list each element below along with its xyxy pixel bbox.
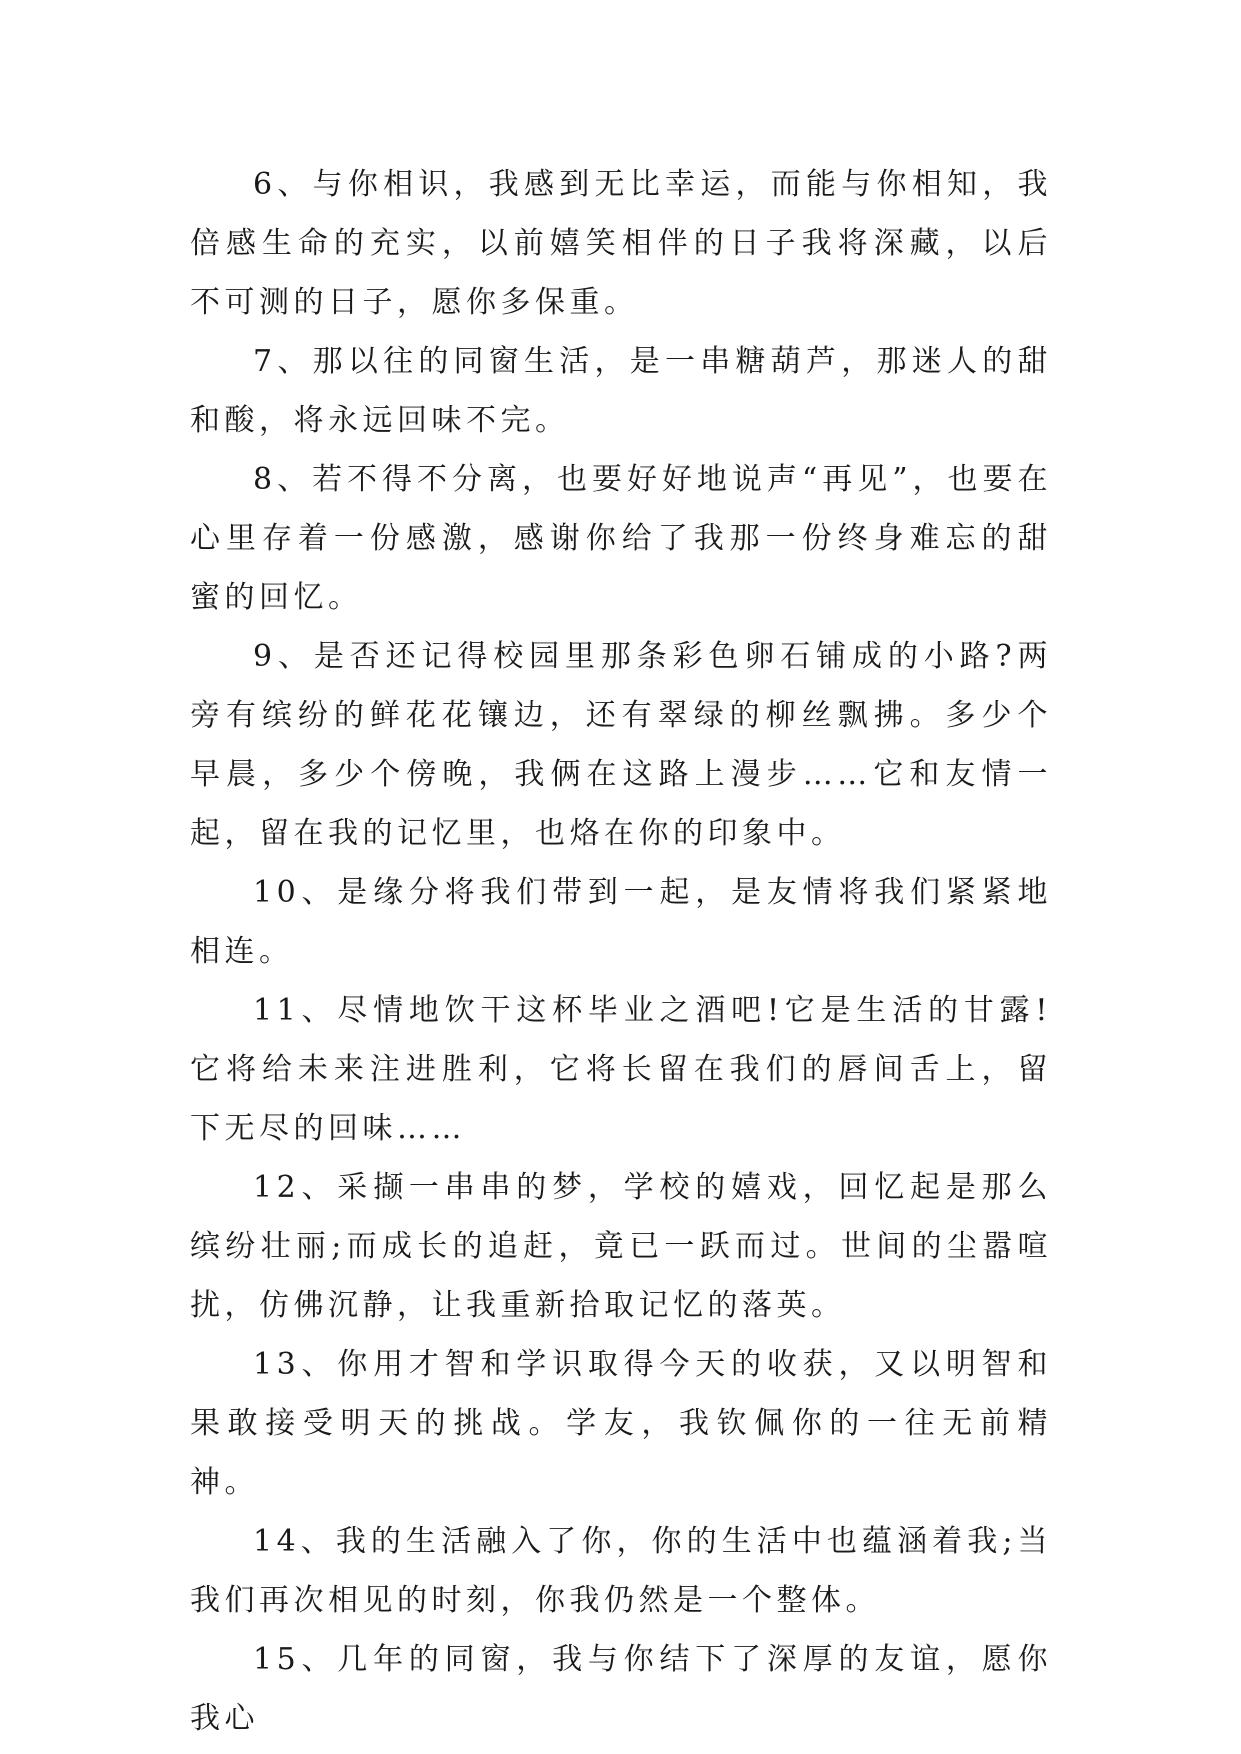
paragraph-13: 13、你用才智和学识取得今天的收获，又以明智和果敢接受明天的挑战。学友，我钦佩你的一往无前精神。 <box>190 1347 1052 1500</box>
paragraph-14: 14、我的生活融入了你，你的生活中也蕴涵着我;当我们再次相见的时刻，你我仍然是一个整体。 <box>190 1524 1052 1618</box>
paragraph-9: 9、是否还记得校园里那条彩色卵石铺成的小路?两旁有缤纷的鲜花花镶边，还有翠绿的柳丝飘拂。多少个早晨，多少个傍晚，我俩在这路上漫步……它和友情一起，留在我的记忆里，也烙在你的印象中。 <box>190 639 1052 851</box>
document-body <box>190 155 1052 1748</box>
paragraph-12: 12、采撷一串串的梦，学校的嬉戏，回忆起是那么缤纷壮丽;而成长的追赶，竟已一跃而过。世间的尘嚣喧扰，仿佛沉静，让我重新拾取记忆的落英。 <box>190 1170 1052 1323</box>
paragraph-6: 6、与你相识，我感到无比幸运，而能与你相知，我倍感生命的充实，以前嬉笑相伴的日子我将深藏，以后不可测的日子，愿你多保重。 <box>190 167 1052 320</box>
paragraph-15: 15、几年的同窗，我与你结下了深厚的友谊，愿你我心 <box>190 1642 1052 1736</box>
paragraph-10: 10、是缘分将我们带到一起，是友情将我们紧紧地相连。 <box>190 875 1052 969</box>
paragraph-11: 11、尽情地饮干这杯毕业之酒吧!它是生活的甘露!它将给未来注进胜利，它将长留在我们的唇间舌上，留下无尽的回味…… <box>190 993 1052 1146</box>
paragraph-7: 7、那以往的同窗生活，是一串糖葫芦，那迷人的甜和酸，将永远回味不完。 <box>190 344 1052 438</box>
paragraph-8: 8、若不得不分离，也要好好地说声“再见”，也要在心里存着一份感激，感谢你给了我那一份终身难忘的甜蜜的回忆。 <box>190 462 1052 615</box>
